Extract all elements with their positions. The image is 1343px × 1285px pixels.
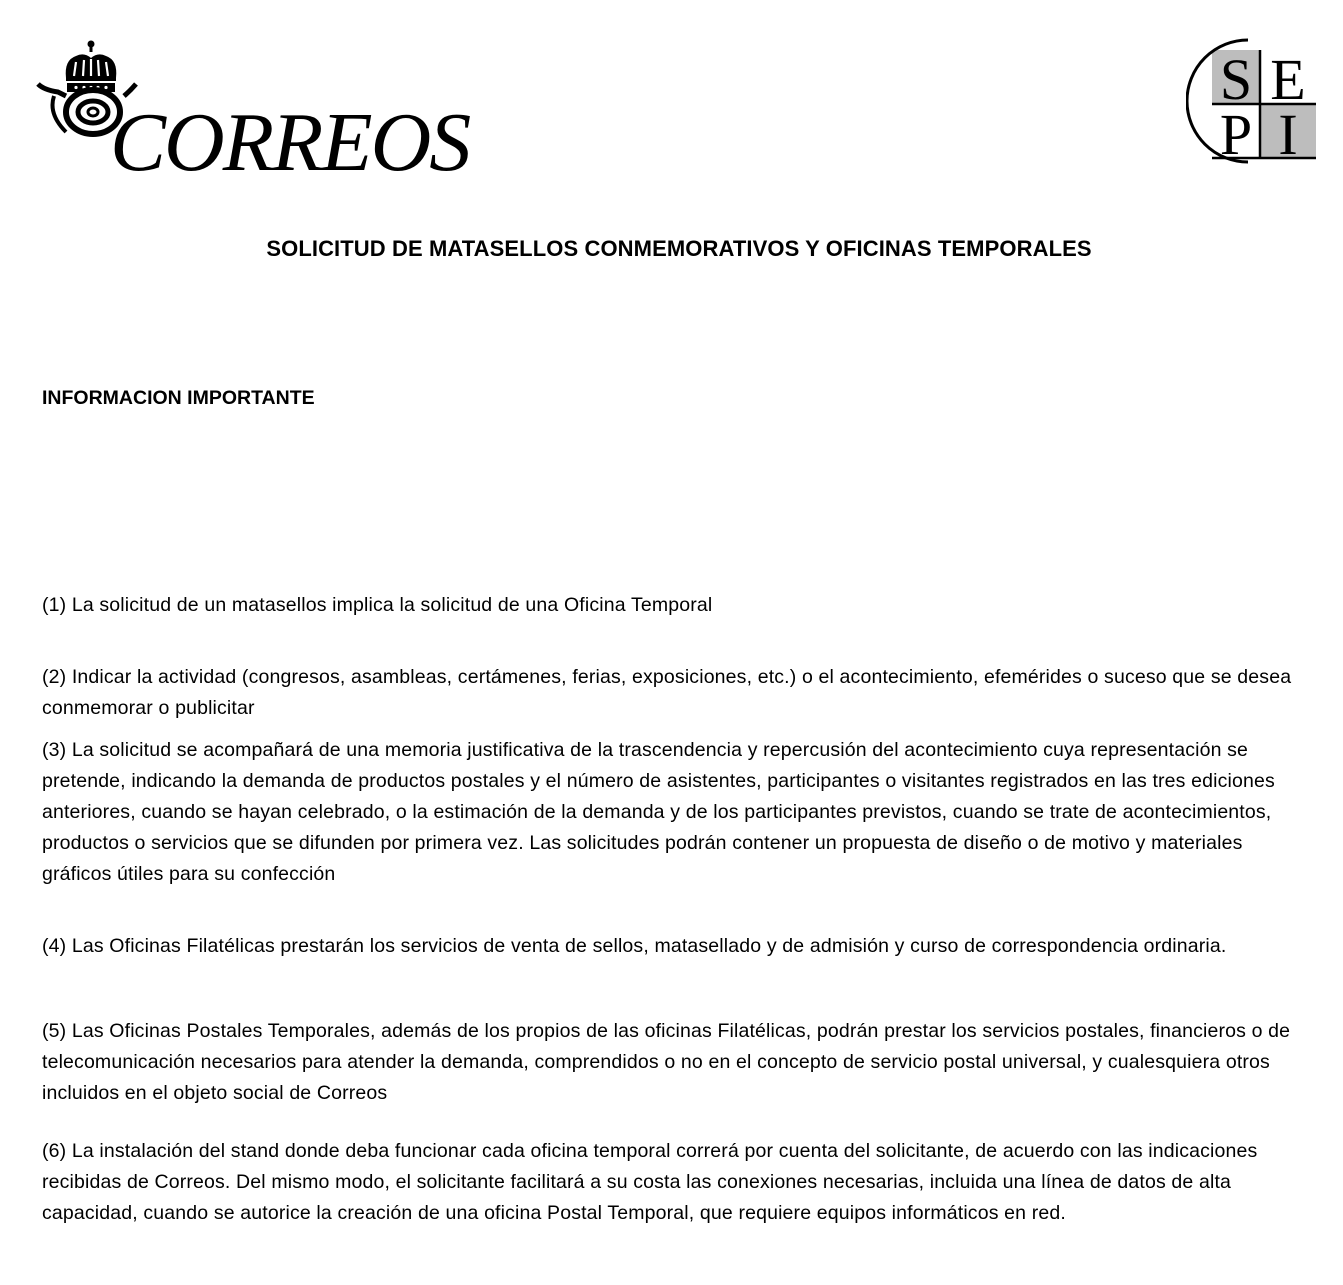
sepi-letter-i: I	[1278, 102, 1298, 166]
correos-logo	[36, 38, 506, 178]
crown-icon	[66, 41, 117, 93]
note-6: (6) La instalación del stand donde deba funcionar cada oficina temporal correrá por cuenta del solicitante, de acuerdo con las indicaciones recibidas de Correos. Del mismo modo, el solicitante facilitará a su costa las conexiones necesarias, incluida una línea de datos de alta capacidad, cuando se autorice la creación de una oficina Postal Temporal, que requiere equipos informáticos en red.	[42, 1140, 1258, 1224]
correos-wordmark: CORREOS	[110, 96, 470, 178]
note-3: (3) La solicitud se acompañará de una memoria justificativa de la trascendencia y repercusión del acontecimiento cuya representación se pretende, indicando la demanda de productos postales y el número de asistentes, participantes o visitantes registrados en las tres ediciones anteriores, cuando se hayan celebrado, o la estimación de la demanda y de los participantes previstos, cuando se trate de acontecimientos, productos o servicios que se difunden por primera vez. Las solicitudes podrán contener un propuesta de diseño o de motivo y materiales gráficos útiles para su confección	[42, 739, 1275, 885]
section-heading: INFORMACION IMPORTANTE	[42, 387, 315, 409]
sepi-letter-e: E	[1270, 47, 1306, 112]
document-title: SOLICITUD DE MATASELLOS CONMEMORATIVOS Y OFICINAS TEMPORALES	[266, 236, 1092, 261]
sepi-letter-s: S	[1219, 47, 1253, 112]
sepi-logo	[1186, 36, 1316, 166]
sepi-letter-p: P	[1219, 102, 1253, 166]
note-2: (2) Indicar la actividad (congresos, asambleas, certámenes, ferias, exposiciones, etc.) o el acontecimiento, efemérides o suceso que se desea conmemorar o publicitar	[42, 666, 1292, 719]
note-5: (5) Las Oficinas Postales Temporales, además de los propios de las oficinas Filatélicas, podrán prestar los servicios postales, financieros o de telecomunicación necesarios para atender la demanda, comprendidos o no en el concepto de servicio postal universal, y cualesquiera otros incluidos en el objeto social de Correos	[42, 1020, 1291, 1104]
note-4: (4) Las Oficinas Filatélicas prestarán los servicios de venta de sellos, matasellado y de admisión y curso de correspondencia ordinaria.	[42, 935, 1227, 957]
note-1: (1) La solicitud de un matasellos implica la solicitud de una Oficina Temporal	[42, 594, 713, 616]
